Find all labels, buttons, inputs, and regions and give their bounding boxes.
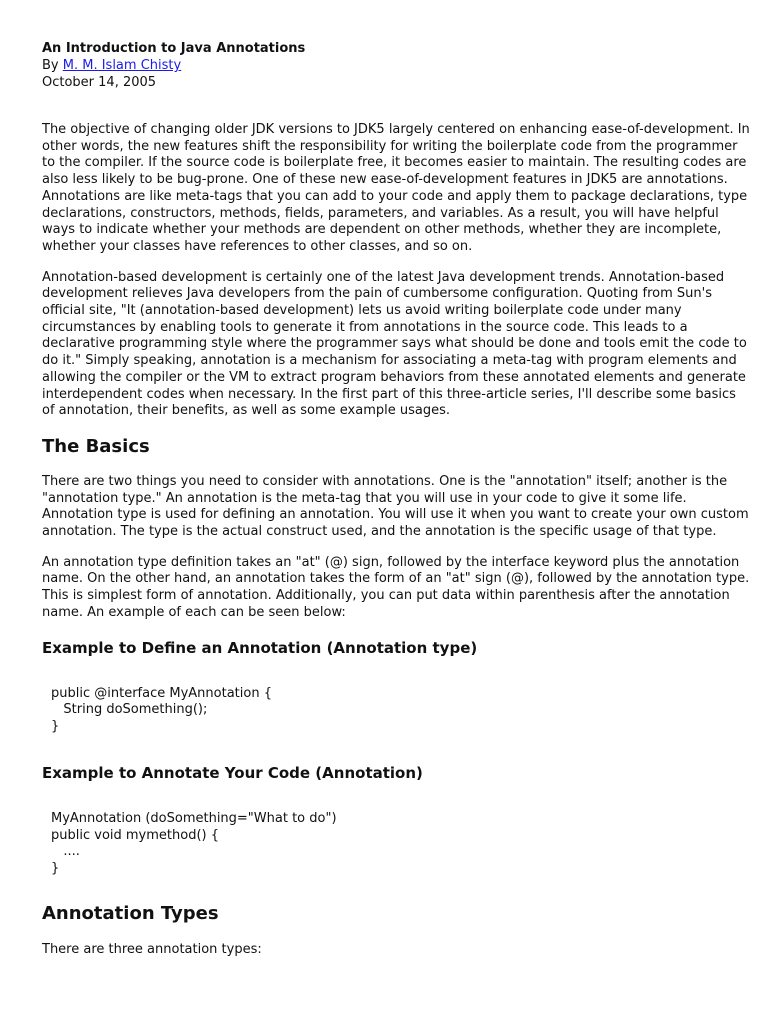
annotation-types-intro: There are three annotation types: <box>42 942 262 958</box>
subheading-define-annotation: Example to Define an Annotation (Annotation type) <box>42 638 478 657</box>
publish-date: October 14, 2005 <box>42 75 157 90</box>
article-title: An Introduction to Java Annotations <box>42 41 306 56</box>
section-heading-annotation-types: Annotation Types <box>42 903 219 925</box>
intro-paragraph-1: The objective of changing older JDK versions to JDK5 largely centered on enhancing ease-of-development. In other words, the new features shift the responsibility for writing the boilerplate code from the programmer to the compiler. If the source code is boilerplate free, it becomes easier to maintain. The resulting codes are also less likely to be bug-prone. One of these new ease-of-development features in JDK5 are annotations. Annotations are like meta-tags that you can add to your code and apply them to package declarations, type declarations, constructors, methods, fields, parameters, and variables. As a result, you will have helpful ways to indicate whether your methods are dependent on other methods, whether they are incomplete, whether your classes have references to other classes, and so on. <box>42 122 750 254</box>
byline-prefix: By <box>42 58 63 73</box>
basics-paragraph-2: An annotation type definition takes an "at" (@) sign, followed by the interface keyword plus the annotation name. On the other hand, an annotation takes the form of an "at" sign (@), followed by the annotation type. This is simplest form of annotation. Additionally, you can put data within parenthesis after the annotation name. An example of each can be seen below: <box>42 554 750 620</box>
intro-paragraph-2: Annotation-based development is certainly one of the latest Java development trends. Annotation-based development relieves Java developers from the pain of cumbersome configuration. Quoting from Sun's official site, "It (annotation-based development) lets us avoid writing boilerplate code under many circumstances by enabling tools to generate it from annotations in the source code. This leads to a declarative programming style where the programmer says what should be done and tools emit the code to do it." Simply speaking, annotation is a mechanism for associating a meta-tag with program elements and allowing the compiler or the VM to extract program behaviors from these annotated elements and generate interdependent codes when necessary. In the first part of this three-article series, I'll describe some basics of annotation, their benefits, as well as some example usages. <box>42 269 747 419</box>
code-block-annotate: MyAnnotation (doSomething="What to do") public void mymethod() { .... } <box>51 811 337 876</box>
section-heading-basics: The Basics <box>42 435 150 457</box>
basics-paragraph-1: There are two things you need to consider with annotations. One is the "annotation" itself; another is the "annotation type." An annotation is the meta-tag that you will use in your code to give it some life. Annotation type is used for defining an annotation. You will use it when you want to create your own custom annotation. The type is the actual construct used, and the annotation is the specific usage of that type. <box>42 473 749 540</box>
article <box>42 40 752 959</box>
author-link[interactable]: M. M. Islam Chisty <box>62 58 182 73</box>
byline <box>42 57 752 74</box>
subheading-annotate-code: Example to Annotate Your Code (Annotation) <box>42 764 423 783</box>
code-block-define: public @interface MyAnnotation { String doSomething(); } <box>51 685 272 734</box>
